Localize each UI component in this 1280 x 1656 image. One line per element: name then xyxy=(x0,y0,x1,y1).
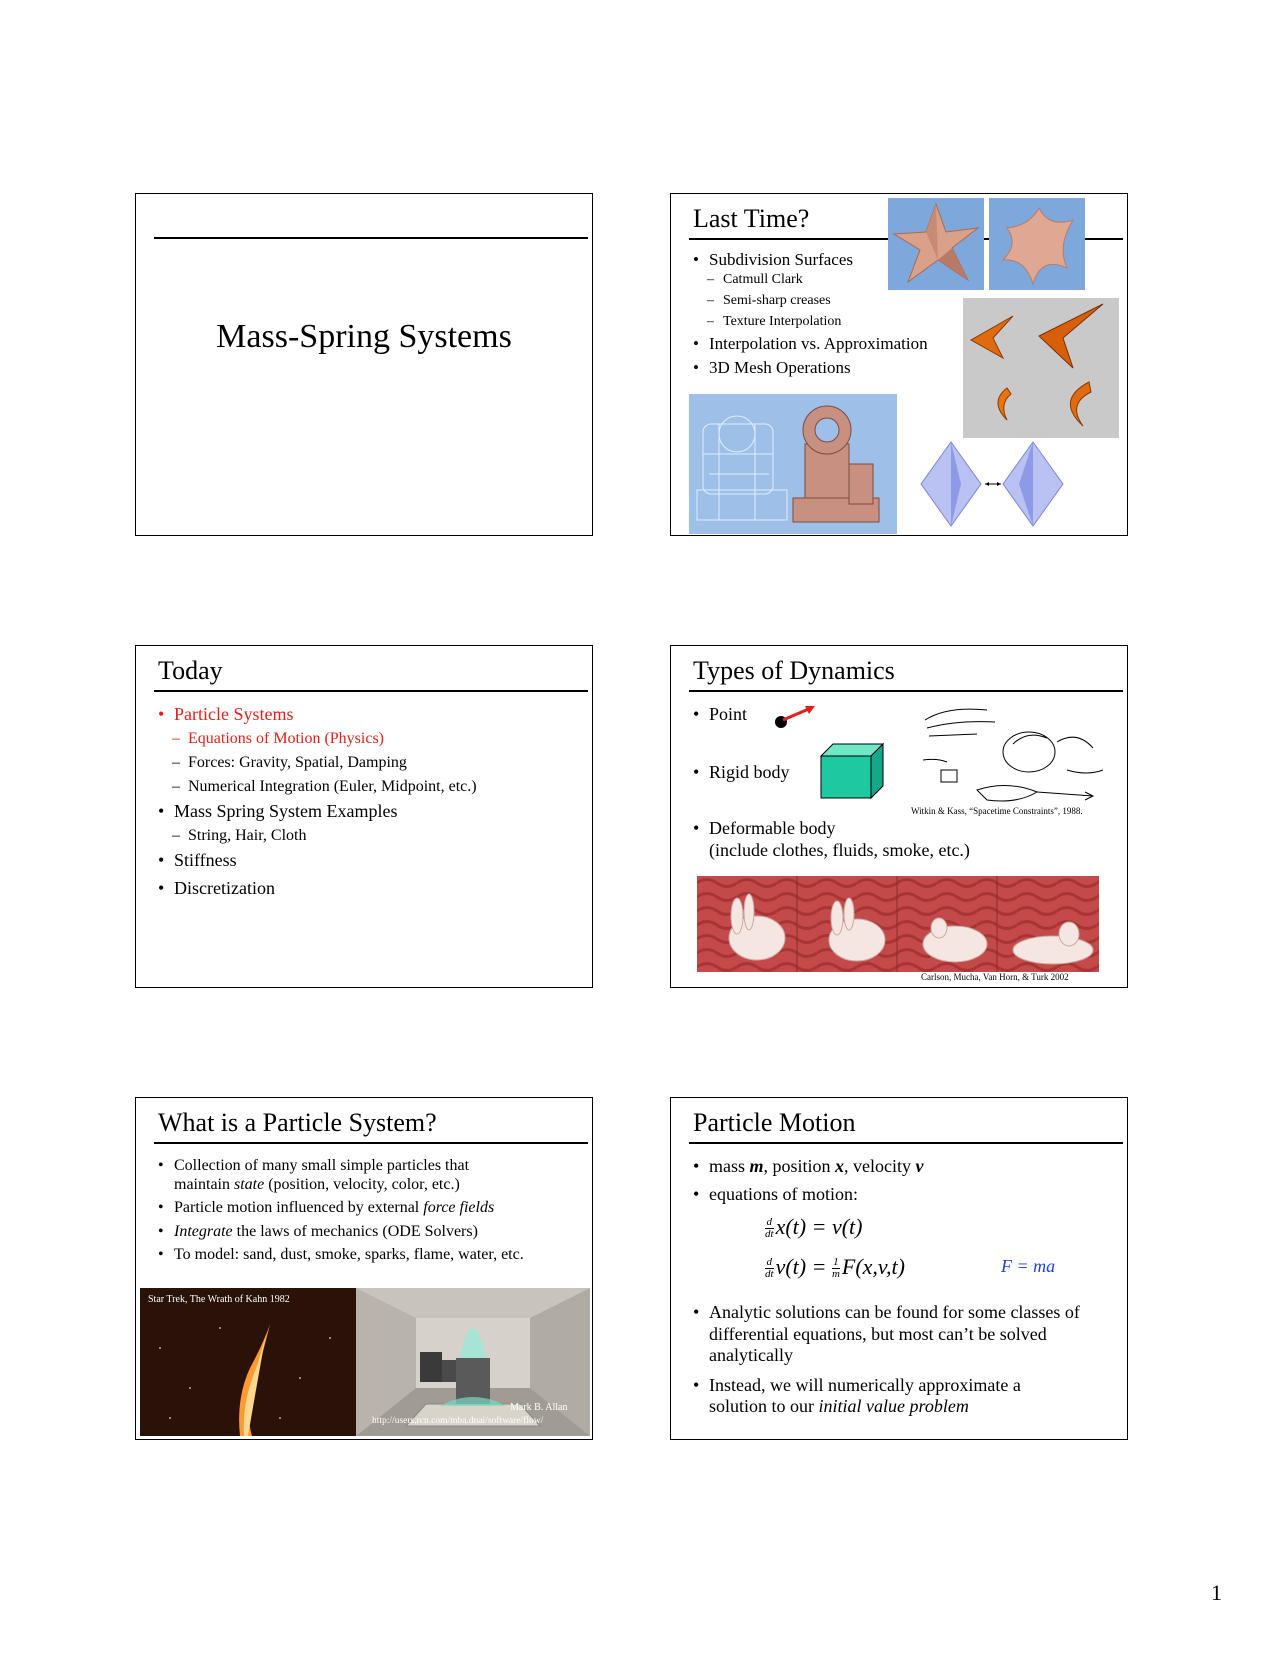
point-particle-icon xyxy=(773,702,819,732)
slide-2 xyxy=(670,193,1128,536)
bullet-text: (position, velocity, color, etc.) xyxy=(264,1176,460,1194)
slide-3-title: Today xyxy=(158,656,223,685)
deformable-note: (include clothes, fluids, smoke, etc.) xyxy=(709,839,970,860)
var-m: m xyxy=(749,1156,764,1176)
slide-2-bullets xyxy=(693,250,928,379)
bullet xyxy=(158,1198,578,1217)
melting-bunny-sequence-image xyxy=(697,876,1099,972)
sub-bullet: – Semi-sharp creases xyxy=(693,293,928,310)
slide-4-bullets-3 xyxy=(693,818,970,861)
f-equals-ma: F = ma xyxy=(1001,1256,1056,1276)
var-x: x xyxy=(835,1156,845,1176)
fountain-render-image xyxy=(356,1288,590,1436)
slide-5 xyxy=(135,1097,593,1440)
slide-3 xyxy=(135,645,593,988)
bullet: • equations of motion: xyxy=(693,1184,1113,1206)
fountain-url: http://users.rcn.com/mba.dnai/software/flow/ xyxy=(372,1416,544,1426)
orange-boomerangs-image xyxy=(963,298,1119,438)
bullet: • Stiffness xyxy=(158,850,477,872)
var-v: v xyxy=(915,1156,924,1176)
slide-5-title: What is a Particle System? xyxy=(158,1108,437,1137)
bullet-em: initial value problem xyxy=(818,1396,969,1417)
bullet: • Analytic solutions can be found for some classes of differential equations, but most can’t be solved analytically xyxy=(693,1302,1083,1367)
frac-den: m xyxy=(831,1268,840,1281)
sub-bullet: – Forces: Gravity, Spatial, Damping xyxy=(158,753,477,772)
sub-bullet: – Catmull Clark xyxy=(693,272,928,289)
sub-bullet: – String, Hair, Cloth xyxy=(158,826,477,845)
slide-6 xyxy=(670,1097,1128,1440)
slide-1 xyxy=(135,193,593,536)
fountain-credit: Mark B. Allan xyxy=(510,1402,568,1413)
sub-bullet: – Texture Interpolation xyxy=(693,314,928,331)
equation-text: x(t) = v(t) xyxy=(775,1214,863,1239)
bullet-rigid-body: • Rigid body xyxy=(693,762,790,784)
equation-dv-dt xyxy=(765,1254,905,1280)
bullet-text: the laws of mechanics (ODE Solvers) xyxy=(232,1222,478,1240)
slide-6-title: Particle Motion xyxy=(693,1108,856,1137)
bullet xyxy=(158,1156,578,1194)
slide-6-bullets xyxy=(693,1156,1113,1205)
slide-4-bullets-2 xyxy=(693,762,790,784)
bullet-text: mass xyxy=(709,1156,750,1176)
title-rule xyxy=(689,690,1123,692)
frac-den: dt xyxy=(765,1228,774,1241)
bullet-text: Collection of many small simple particles that xyxy=(174,1157,470,1174)
rigid-cube-icon xyxy=(819,742,885,800)
mechanical-part-image xyxy=(689,394,897,534)
bullet-deformable-body: • Deformable body xyxy=(693,818,970,840)
bullet-point: • Point xyxy=(693,704,747,726)
title-rule xyxy=(689,1142,1123,1144)
star-trek-caption: Star Trek, The Wrath of Kahn 1982 xyxy=(148,1294,290,1305)
bullet-text: , position xyxy=(763,1156,836,1176)
bunny-credit: Carlson, Mucha, Van Horn, & Turk 2002 xyxy=(921,972,1069,982)
frac-num: d xyxy=(766,1256,773,1269)
bullet xyxy=(693,1156,1113,1178)
title-rule xyxy=(154,1142,588,1144)
bullet: • Discretization xyxy=(158,878,477,900)
cartoon-credit: Witkin & Kass, “Spacetime Constraints”, 1988. xyxy=(911,806,1083,816)
equation-text: v(t) = xyxy=(775,1254,832,1279)
frac-den: dt xyxy=(765,1268,774,1281)
subdivided-blob-image xyxy=(989,198,1085,290)
slide-3-bullets xyxy=(158,704,477,899)
bullet-em: state xyxy=(233,1176,265,1194)
bullet: • Particle Systems xyxy=(158,704,477,726)
slide-5-bullets xyxy=(158,1156,578,1264)
bullet: • Interpolation vs. Approximation xyxy=(693,334,928,354)
slide-1-title: Mass-Spring Systems xyxy=(216,318,512,355)
bullet-text: Instead, we will numerically approximate a solution to our xyxy=(709,1374,1021,1417)
equation-text: F(x,v,t) xyxy=(841,1254,905,1279)
luxo-lamp-cartoon xyxy=(917,700,1113,810)
slide-4 xyxy=(670,645,1128,988)
star-trek-effect-image xyxy=(140,1288,356,1436)
sub-bullet: – Equations of Motion (Physics) xyxy=(158,729,477,748)
bullet: • To model: sand, dust, smoke, sparks, flame, water, etc. xyxy=(158,1245,578,1264)
page-number: 1 xyxy=(1211,1580,1222,1605)
bullet-em: Integrate xyxy=(174,1222,233,1240)
equation-dx-dt xyxy=(765,1214,862,1240)
bullet: • Subdivision Surfaces xyxy=(693,250,928,270)
slide-6-bullets-2 xyxy=(693,1302,1083,1418)
sub-bullet: – Numerical Integration (Euler, Midpoint, etc.) xyxy=(158,777,477,796)
title-rule xyxy=(154,237,588,239)
bullet-em: force fields xyxy=(423,1199,495,1217)
octahedra-diagram xyxy=(915,440,1075,530)
frac-num: d xyxy=(766,1216,773,1229)
frac-num: 1 xyxy=(833,1256,839,1269)
bullet-text: , velocity xyxy=(844,1156,916,1176)
bullet-text: Particle motion influenced by external xyxy=(174,1199,424,1217)
slide-2-title: Last Time? xyxy=(693,204,810,233)
bullet-text: maintain xyxy=(174,1176,234,1194)
bullet xyxy=(158,1222,578,1241)
title-rule xyxy=(154,690,588,692)
bullet xyxy=(693,1375,1083,1418)
bullet: • Mass Spring System Examples xyxy=(158,801,477,823)
slide-4-bullets xyxy=(693,704,747,726)
slide-4-title: Types of Dynamics xyxy=(693,656,895,685)
bullet: • 3D Mesh Operations xyxy=(693,358,928,378)
